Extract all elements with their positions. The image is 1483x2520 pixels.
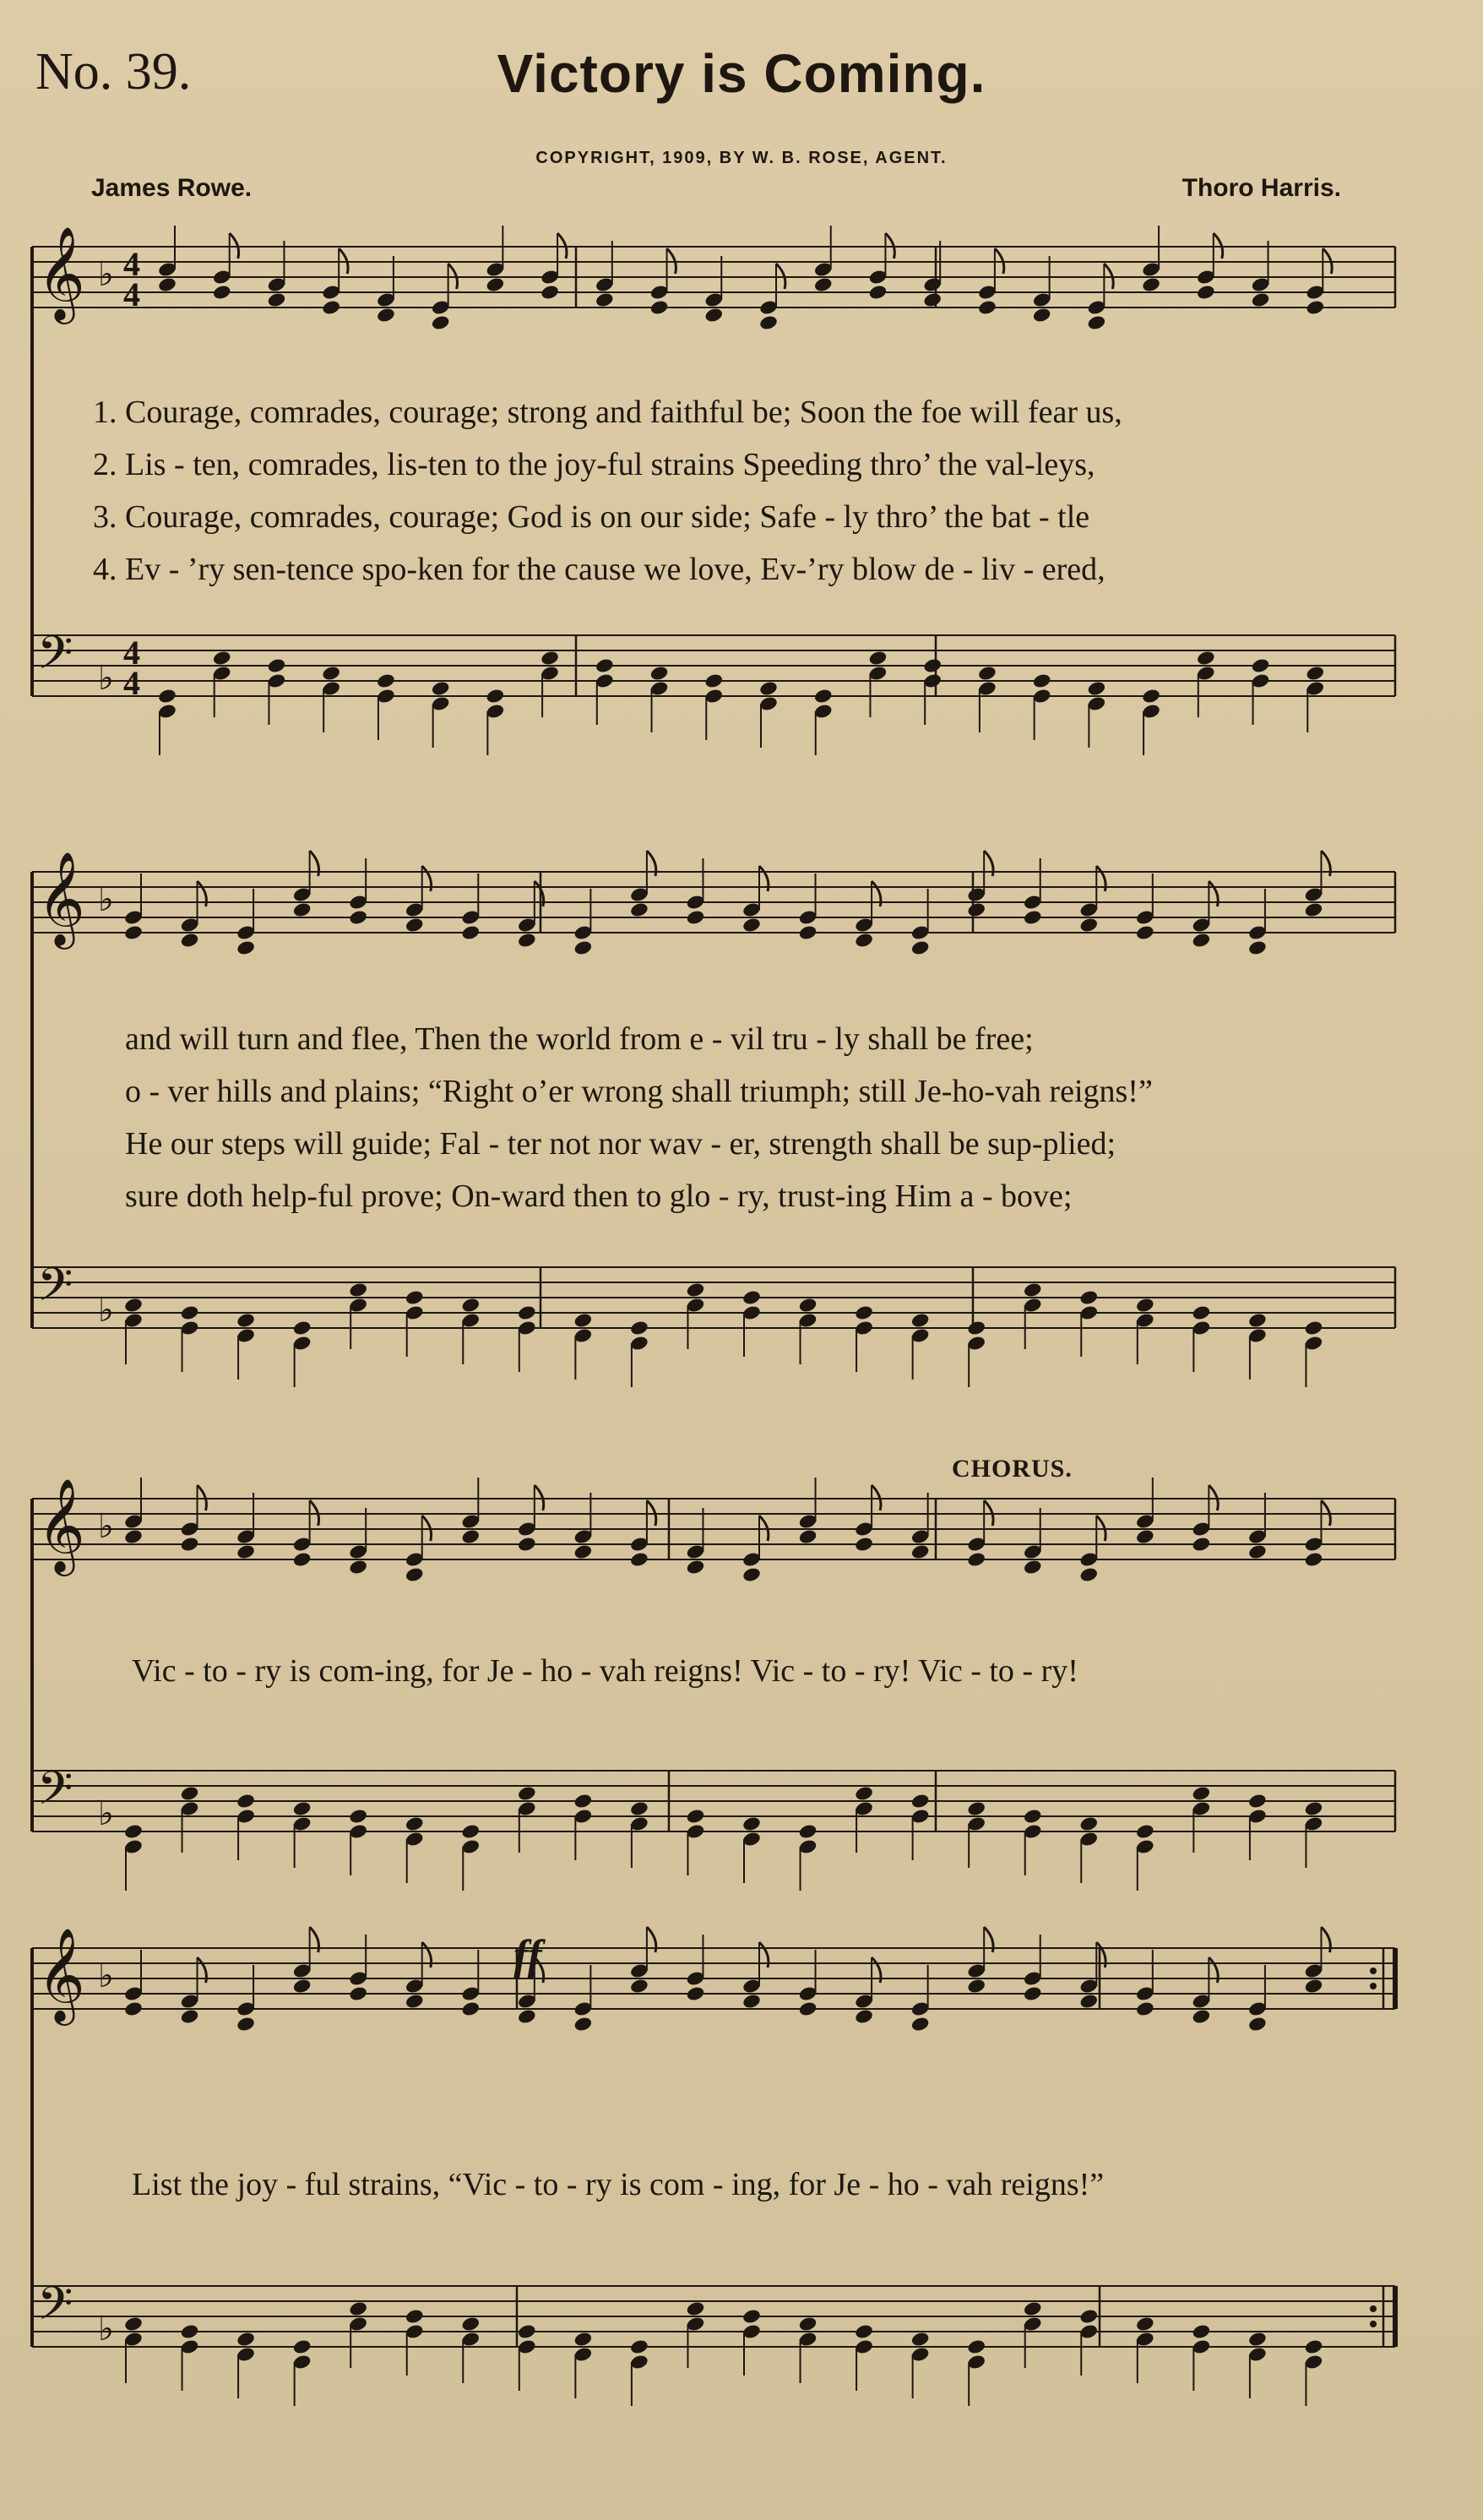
note-head <box>1078 2308 1099 2325</box>
note-head <box>1032 672 1052 689</box>
bass-clef: 𝄢 <box>37 2277 73 2342</box>
note-head <box>922 657 942 674</box>
note-head <box>629 1978 649 1995</box>
note-head <box>486 276 506 293</box>
note-head <box>966 2338 986 2355</box>
note-head <box>1135 2316 1155 2332</box>
note-head <box>517 2323 537 2340</box>
note-head <box>1135 1528 1155 1545</box>
time-signature-bottom: 4 <box>123 275 140 313</box>
note-head <box>629 901 649 918</box>
note-head <box>540 284 560 301</box>
note-head <box>1032 307 1052 324</box>
note-head <box>1078 1289 1099 1306</box>
note-head <box>236 2016 256 2033</box>
note-head <box>1304 1978 1324 1995</box>
note-head <box>966 1800 986 1817</box>
note-head <box>798 1823 818 1840</box>
hymn-number: No. 39. <box>35 43 192 101</box>
note-head <box>573 2331 594 2348</box>
note-head <box>1192 1785 1212 1802</box>
note-head <box>123 1297 144 1314</box>
note-head <box>236 1543 256 1560</box>
chorus-label: CHORUS. <box>952 1455 1073 1483</box>
note-head <box>910 2016 931 2033</box>
note-head <box>798 1528 818 1545</box>
key-signature-flat: ♭ <box>98 2310 114 2349</box>
note-head <box>813 688 834 705</box>
note-head <box>460 2316 481 2332</box>
note-head <box>292 901 312 918</box>
note-head <box>405 1815 425 1832</box>
note-head <box>1305 299 1325 316</box>
note-head <box>180 1785 200 1802</box>
note-head <box>629 2338 649 2355</box>
note-head <box>1078 1993 1099 2010</box>
note-head <box>1192 2008 1212 2025</box>
note-head <box>686 909 706 926</box>
note-head <box>966 1978 986 1995</box>
note-head <box>798 1297 818 1314</box>
note-head <box>595 291 615 308</box>
key-signature-flat: ♭ <box>98 1957 114 1995</box>
note-head <box>1247 1543 1268 1560</box>
note-head <box>180 1536 200 1553</box>
note-head <box>1247 2331 1268 2348</box>
verse-2-line-1: 2. Lis - ten, comrades, lis-ten to the joy-ful strains Speeding thro’ the val-leys, <box>93 447 1095 482</box>
note-head <box>854 1304 874 1321</box>
note-head <box>1135 1823 1155 1840</box>
note-head <box>573 939 594 956</box>
note-head <box>686 1808 706 1825</box>
note-head <box>910 1793 931 1810</box>
note-head <box>1196 650 1216 667</box>
note-head <box>1078 917 1099 933</box>
chorus-line-2: List the joy - ful strains, “Vic - to - ry is com - ing, for Je - ho - vah reigns!” <box>132 2167 1105 2202</box>
key-signature-flat: ♭ <box>98 659 114 698</box>
bass-clef: 𝄢 <box>37 626 73 691</box>
note-head <box>348 909 368 926</box>
note-head <box>321 299 341 316</box>
note-head <box>966 1551 986 1568</box>
note-head <box>649 665 670 682</box>
note-head <box>703 672 724 689</box>
verse-4-line-1: 4. Ev - ’ry sen-tence spo-ken for the cause we love, Ev-’ry blow de - liv - ered, <box>93 552 1105 587</box>
composer-credit: Thoro Harris. <box>1182 174 1341 202</box>
note-head <box>405 917 425 933</box>
note-head <box>854 2008 874 2025</box>
note-head <box>1141 276 1161 293</box>
note-head <box>1304 1320 1324 1336</box>
note-head <box>292 1800 312 1817</box>
note-head <box>1087 680 1107 697</box>
note-head <box>123 924 144 941</box>
note-head <box>460 924 481 941</box>
key-signature-flat: ♭ <box>98 1291 114 1330</box>
repeat-dot <box>1370 1968 1377 1974</box>
note-head <box>1023 1808 1043 1825</box>
note-head <box>742 1566 762 1583</box>
verse-3-line-1: 3. Courage, comrades, courage; God is on our side; Safe - ly thro’ the bat - tle <box>93 499 1090 535</box>
note-head <box>517 932 537 949</box>
note-head <box>1251 291 1271 308</box>
key-signature-flat: ♭ <box>98 880 114 919</box>
hymn-title: Victory is Coming. <box>497 43 986 104</box>
note-head <box>573 1312 594 1329</box>
note-head <box>1247 939 1268 956</box>
note-head <box>649 299 670 316</box>
key-signature-flat: ♭ <box>98 255 114 294</box>
note-head <box>798 2000 818 2017</box>
note-head <box>910 2331 931 2348</box>
note-head <box>517 1536 537 1553</box>
note-head <box>813 276 834 293</box>
note-head <box>742 1289 762 1306</box>
chorus-line-1: Vic - to - ry is com-ing, for Je - ho - vah reigns! Vic - to - ry! Vic - to - ry! <box>132 1653 1078 1689</box>
note-head <box>1247 1793 1268 1810</box>
verse-3-line-2: He our steps will guide; Fal - ter not nor wav - er, strength shall be sup-plied; <box>125 1126 1116 1162</box>
note-head <box>348 2300 368 2317</box>
note-head <box>405 2308 425 2325</box>
verse-1-line-2: and will turn and flee, Then the world from e - vil tru - ly shall be free; <box>125 1021 1034 1057</box>
treble-clef: 𝄞 <box>37 851 85 945</box>
note-head <box>1251 657 1271 674</box>
note-head <box>910 1543 931 1560</box>
note-head <box>123 2316 144 2332</box>
treble-clef: 𝄞 <box>37 226 85 320</box>
key-signature-flat: ♭ <box>98 1794 114 1833</box>
time-signature-bottom: 4 <box>123 664 140 702</box>
note-head <box>922 291 942 308</box>
note-head <box>405 1289 425 1306</box>
note-head <box>348 1808 368 1825</box>
note-head <box>742 1993 762 2010</box>
note-head <box>292 2338 312 2355</box>
treble-clef: 𝄞 <box>37 1478 85 1572</box>
note-head <box>1135 924 1155 941</box>
note-head <box>460 2000 481 2017</box>
bass-clef: 𝄢 <box>37 1258 73 1323</box>
note-head <box>868 284 888 301</box>
note-head <box>405 1566 425 1583</box>
note-head <box>180 932 200 949</box>
note-head <box>236 939 256 956</box>
note-head <box>868 650 888 667</box>
note-head <box>1247 2016 1268 2033</box>
note-head <box>292 1320 312 1336</box>
note-head <box>1192 932 1212 949</box>
note-head <box>405 1993 425 2010</box>
note-head <box>431 680 451 697</box>
note-head <box>742 1815 762 1832</box>
note-head <box>629 1551 649 1568</box>
treble-clef: 𝄞 <box>37 1927 85 2022</box>
note-head <box>236 1793 256 1810</box>
note-head <box>977 665 997 682</box>
note-head <box>854 1536 874 1553</box>
note-head <box>686 2300 706 2317</box>
note-head <box>854 2323 874 2340</box>
note-head <box>1247 1312 1268 1329</box>
note-head <box>573 1793 594 1810</box>
note-head <box>517 1785 537 1802</box>
note-head <box>321 665 341 682</box>
note-head <box>798 2316 818 2332</box>
note-head <box>573 2016 594 2033</box>
lyricist-credit: James Rowe. <box>91 174 253 202</box>
note-head <box>686 1282 706 1298</box>
note-head <box>1304 1551 1324 1568</box>
note-head <box>1305 665 1325 682</box>
verse-1-line-1: 1. Courage, comrades, courage; strong and faithful be; Soon the foe will fear us, <box>93 395 1122 430</box>
note-head <box>1023 909 1043 926</box>
note-head <box>629 1320 649 1336</box>
note-head <box>1078 1566 1099 1583</box>
note-head <box>977 299 997 316</box>
note-head <box>798 924 818 941</box>
note-head <box>1141 688 1161 705</box>
note-head <box>703 307 724 324</box>
note-head <box>517 2008 537 2025</box>
note-head <box>292 1978 312 1995</box>
note-head <box>1023 1559 1043 1576</box>
note-head <box>486 688 506 705</box>
note-head <box>460 1297 481 1314</box>
note-head <box>123 1528 144 1545</box>
verse-2-line-2: o - ver hills and plains; “Right o’er wrong shall triumph; still Je-ho-vah reigns!” <box>125 1074 1153 1109</box>
repeat-dot <box>1370 2305 1377 2312</box>
note-head <box>1304 1800 1324 1817</box>
note-head <box>540 650 560 667</box>
note-head <box>460 1528 481 1545</box>
note-head <box>1023 1985 1043 2002</box>
note-head <box>267 291 287 308</box>
note-head <box>854 932 874 949</box>
note-head <box>966 901 986 918</box>
repeat-dot <box>1370 1983 1377 1989</box>
note-head <box>1192 2323 1212 2340</box>
note-head <box>854 1785 874 1802</box>
note-head <box>376 307 396 324</box>
note-head <box>1192 1536 1212 1553</box>
bass-clef: 𝄢 <box>37 1761 73 1826</box>
note-head <box>686 1559 706 1576</box>
note-head <box>460 1823 481 1840</box>
note-head <box>1087 314 1107 331</box>
note-head <box>595 657 615 674</box>
note-head <box>573 1543 594 1560</box>
note-head <box>431 314 451 331</box>
repeat-dot <box>1370 2321 1377 2327</box>
note-head <box>1023 2300 1043 2317</box>
note-head <box>292 1551 312 1568</box>
note-head <box>742 917 762 933</box>
note-head <box>348 1985 368 2002</box>
note-head <box>758 314 779 331</box>
key-signature-flat: ♭ <box>98 1507 114 1546</box>
note-head <box>629 1800 649 1817</box>
note-head <box>1135 2000 1155 2017</box>
note-head <box>212 284 232 301</box>
note-head <box>180 1304 200 1321</box>
note-head <box>742 2308 762 2325</box>
copyright-notice: COPYRIGHT, 1909, BY W. B. ROSE, AGENT. <box>535 149 948 167</box>
note-head <box>123 2000 144 2017</box>
note-head <box>1135 1297 1155 1314</box>
note-head <box>1304 2338 1324 2355</box>
note-head <box>267 657 287 674</box>
note-head <box>1196 284 1216 301</box>
note-head <box>376 672 396 689</box>
note-head <box>686 1985 706 2002</box>
note-head <box>212 650 232 667</box>
time-signature-top: 4 <box>123 245 140 283</box>
note-head <box>157 688 177 705</box>
note-head <box>1078 1815 1099 1832</box>
note-head <box>180 2008 200 2025</box>
time-signature-top: 4 <box>123 634 140 672</box>
note-head <box>123 1823 144 1840</box>
note-head <box>517 1304 537 1321</box>
verse-4-line-2: sure doth help-ful prove; On-ward then to glo - ry, trust-ing Him a - bove; <box>125 1178 1073 1214</box>
note-head <box>348 1559 368 1576</box>
note-head <box>180 2323 200 2340</box>
note-head <box>348 1282 368 1298</box>
note-head <box>910 939 931 956</box>
note-head <box>1023 1282 1043 1298</box>
note-head <box>236 1312 256 1329</box>
note-head <box>236 2331 256 2348</box>
note-head <box>1192 1304 1212 1321</box>
dynamic-marking: ff <box>513 1932 542 1980</box>
note-head <box>157 276 177 293</box>
note-head <box>758 680 779 697</box>
note-head <box>966 1320 986 1336</box>
note-head <box>1304 901 1324 918</box>
note-head <box>910 1312 931 1329</box>
